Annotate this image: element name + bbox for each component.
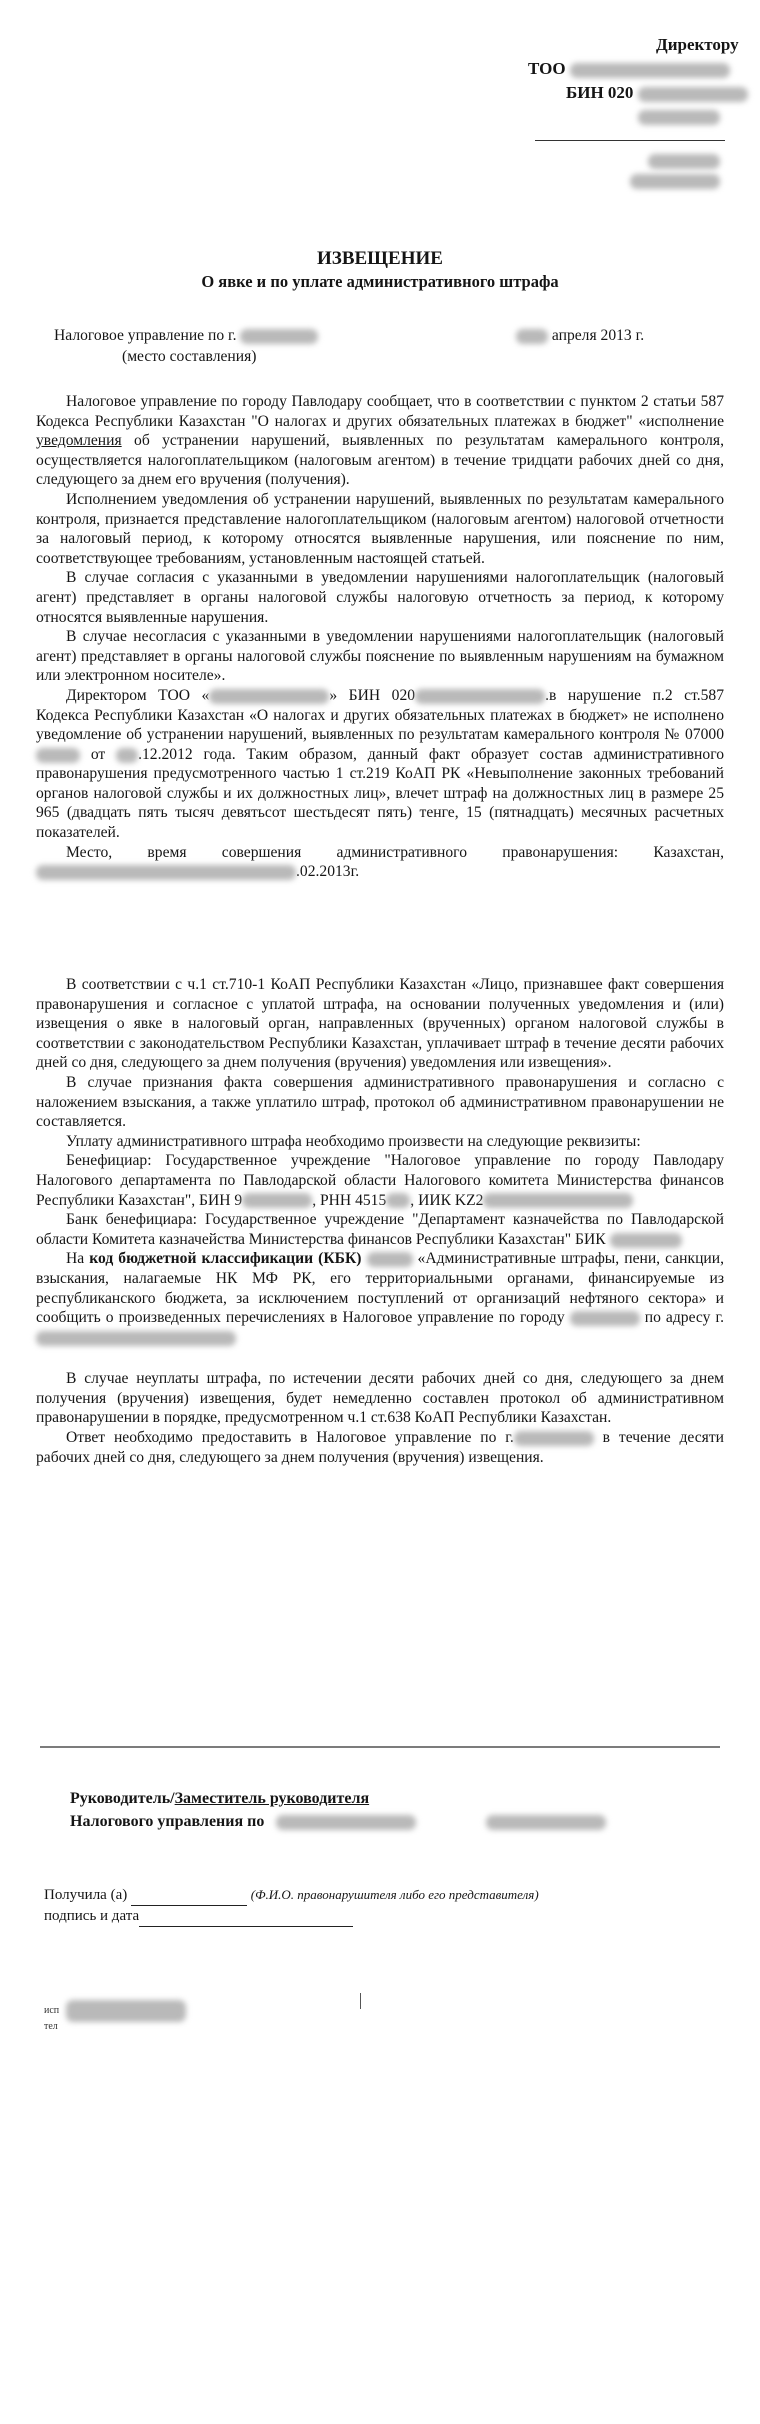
signature-line-1: Руководитель/Заместитель руководителя — [70, 1790, 370, 1807]
redacted-company-name — [570, 63, 730, 78]
scan-mark — [360, 1993, 361, 2009]
paragraph-11: Банк бенефициара: Государственное учреждение "Департамент казначейства по Павлодарской области Комитета казначейства Министерства финансов Республики Казахстан" БИК — [36, 1211, 724, 1248]
redacted-number — [36, 748, 80, 763]
paragraph-14: Ответ необходимо предоставить в Налоговое управление по г. в течение десяти рабочих дней со дня, следующего за днем получения (вручения) извещения. — [36, 1429, 724, 1466]
body-block-2 — [36, 975, 724, 1467]
paragraph-6: Место, время совершения административного правонарушения: Казахстан, .02.2013г. — [36, 843, 724, 882]
redacted-address-1 — [648, 154, 720, 169]
redacted-address-2 — [630, 174, 720, 189]
redacted-bin-2 — [415, 689, 545, 704]
received-hint: (Ф.И.О. правонарушителя либо его представителя) — [250, 1887, 539, 1902]
addressee-label: Директору — [656, 35, 739, 54]
redacted-director-name — [638, 110, 720, 125]
paragraph-8: В случае признания факта совершения административного правонарушения и согласно с наложением взыскания, а также уплатило штраф, протокол об административном правонарушении не составляется. — [36, 1073, 724, 1131]
received-label: Получила (а) — [44, 1887, 128, 1903]
place-prefix: Налоговое управление по г. — [54, 327, 237, 344]
redacted-rnn — [386, 1193, 410, 1208]
redacted-executor — [66, 2000, 186, 2022]
paragraph-3: В случае согласия с указанными в уведомлении нарушениями налогоплательщик (налоговый агент) представляет в органы налоговой службы налоговую отчетность за период, к которому относятся выявленные нарушения. — [36, 569, 724, 626]
paragraph-5: Директором ТОО « » БИН 020 .в нарушение п.2 ст.587 Кодекса Республики Казахстан «О налогах и других обязательных платежах в бюджет» не исполнено уведомление об устранении нарушений, выявленных по результатам камерального контроля № 07000 от .12.2012 года. Таким образом, данный факт образует состав административного правонарушения предусмотренного частью 1 ст.219 КоАП РК «Невыполнение законных требований органов налоговой службы и их должностных лиц», влечет штраф на должностных лиц в размере 25 965 (двадцать пять тысяч девятьсот шестьдесят пять) тенге, 15 (пятнадцать) месячных расчетных показателей. — [36, 686, 725, 842]
redacted-kbk — [367, 1252, 413, 1267]
paragraph-7: В соответствии с ч.1 ст.710-1 КоАП Республики Казахстан «Лицо, признавшее факт совершения правонарушения и согласное с уплатой штрафа, на основании полученных уведомления и (или) извещения о явке в налоговый орган, направленных (врученных) органом налоговой службы в соответствии с законодательством Республики Казахстан, уплачивает штраф в течение десяти рабочих дней со дня, следующего за днем получения (вручения) уведомления или извещения». — [36, 976, 724, 1072]
paragraph-1: Налоговое управление по городу Павлодару сообщает, что в соответствии с пунктом 2 статьи 587 Кодекса Республики Казахстан "О налогах и других обязательных платежах в бюджет" «исполнение уведомления об устранении нарушений, выявленных по результатам камерального контроля, осуществляется налогоплательщиком (налоговым агентом) в течение тридцати рабочих дней со дня, следующего за днем его вручения (получения). — [36, 393, 724, 489]
sign-date-blank — [139, 1906, 353, 1927]
body-block-1 — [36, 392, 724, 882]
place-caption: (место составления) — [122, 348, 257, 365]
redacted-bik — [610, 1233, 682, 1248]
bin-line — [566, 82, 748, 104]
redacted-day-2 — [116, 748, 138, 763]
paragraph-12: На код бюджетной классификации (КБК) «Административные штрафы, пени, санкции, взыскания, налагаемые НК МФ РК, его территориальными органами, финансируемые из республиканского бюджета, за исключением поступлений от организаций нефтяного сектора» и сообщить о произведенных перечислениях в Налоговое управление по городу по адресу г. — [36, 1249, 724, 1347]
underlined-word: уведомления — [36, 432, 122, 450]
scan-artifact-line — [40, 1746, 720, 1748]
redacted-city-3 — [514, 1431, 594, 1446]
redacted-bin — [638, 87, 748, 102]
deputy-title: Заместитель руководителя — [174, 1790, 370, 1807]
signature-line-2: Налогового управления по — [70, 1811, 606, 1833]
redacted-iik — [483, 1193, 633, 1208]
place-line — [54, 327, 318, 345]
redacted-signer-name — [486, 1815, 606, 1830]
sign-date-line — [44, 1906, 353, 1927]
date-line — [516, 327, 644, 345]
document-title: ИЗВЕЩЕНИЕ — [317, 248, 443, 269]
company-line — [528, 58, 730, 80]
paragraph-10: Бенефициар: Государственное учреждение "Налоговое управление по городу Павлодару Налогового департамента по Павлодарской области Налогового комитета Министерства финансов Республики Казахстан", БИН 9 , РНН 4515 , ИИК KZ2 — [36, 1152, 724, 1209]
paragraph-13: В случае неуплаты штрафа, по истечении десяти рабочих дней со дня, следующего за днем получения (вручения) извещения, будет немедленно составлен протокол об административном правонарушении в порядке, предусмотренном ч.1 ст.638 КоАП Республики Казахстан. — [36, 1370, 724, 1427]
received-line — [44, 1885, 539, 1906]
sign-label: подпись и дата — [44, 1908, 140, 1924]
executor-label: исп — [44, 2005, 60, 2016]
kbk-bold: код бюджетной классификации (КБК) — [89, 1250, 362, 1268]
bin-label: БИН 020 — [566, 83, 634, 102]
date-suffix: апреля 2013 г. — [551, 327, 645, 344]
redacted-day — [516, 329, 548, 344]
redacted-office — [276, 1815, 416, 1830]
redacted-address-3 — [36, 1331, 236, 1346]
paragraph-4: В случае несогласия с указанными в уведомлении нарушениями налогоплательщик (налоговый агент) представляет в органы налоговой службы пояснение по выявленным нарушениям на бумажном или электронном носителе». — [36, 628, 724, 685]
received-name-blank — [131, 1885, 247, 1906]
phone-label: тел — [44, 2021, 58, 2032]
document-subtitle: О явке и по уплате административного штрафа — [201, 272, 559, 291]
paragraph-9: Уплату административного штрафа необходимо произвести на следующие реквизиты: — [66, 1132, 641, 1150]
redacted-location — [36, 865, 296, 880]
too-label: ТОО — [528, 59, 566, 78]
redacted-city — [240, 329, 318, 344]
paragraph-2: Исполнением уведомления об устранении нарушений, выявленных по результатам камерального контроля, признается представление налогоплательщиком (налоговым агентом) налоговой отчетности за налоговый период, к которому относятся выявленные нарушения, или пояснение по ним, соответствующее требованиям, установленным настоящей статьей. — [36, 490, 724, 567]
redacted-city-2 — [570, 1311, 640, 1326]
redacted-company — [209, 689, 329, 704]
redacted-bin-3 — [242, 1193, 312, 1208]
header-rule — [535, 140, 725, 141]
